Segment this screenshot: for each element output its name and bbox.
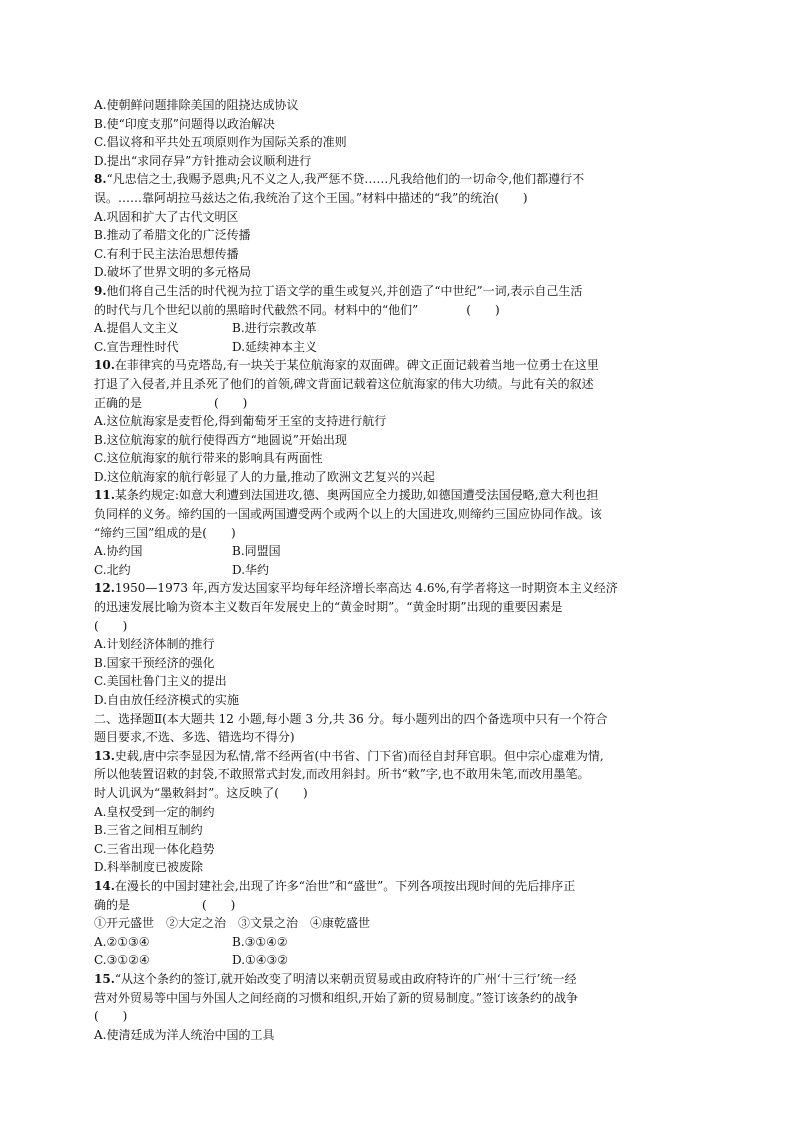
q14-items: ①开元盛世 ②大定之治 ③文景之治 ④康乾盛世 (94, 916, 371, 931)
q11-options-row-1 (94, 542, 714, 561)
q15-stem-line-2: 营对外贸易等中国与外国人之间经商的习惯和组织,开始了新的贸易制度。”签订该条约的战争 (94, 990, 578, 1005)
q9-option-b: B.进行宗教改革 (232, 321, 317, 336)
question-13 (94, 747, 714, 877)
q12-option-b: B.国家干预经济的强化 (94, 655, 215, 670)
q13-stem-line-1: 13.史载,唐中宗李显因为私情,常不经两省(中书省、门下省)而径自封拜官职。但中宗心虚难为情, (94, 748, 604, 763)
q13-option-b: B.三省之间相互制约 (94, 823, 203, 838)
section-2-header (94, 710, 714, 747)
q13-option-a: A.皇权受到一定的制约 (94, 804, 215, 819)
section-2-line-1: 二、选择题Ⅱ(本大题共 12 小题,每小题 3 分,共 36 分。每小题列出的四个备选项中只有一个符合 (94, 711, 608, 726)
q15-stem-line-3: ( ) (94, 1009, 128, 1024)
q14-option-d: D.①④③② (232, 953, 289, 968)
q8-stem-line-1: 8.“凡忠信之士,我赐予恩典;凡不义之人,我严惩不贷……凡我给他们的一切命令,他们都遵行不 (94, 172, 585, 187)
q15-stem-line-1: 15.“从这个条约的签订,就开始改变了明清以来朝贡贸易或由政府特许的广州‘十三行’统一经 (94, 971, 577, 986)
q11-options-row-2 (94, 561, 714, 580)
q9-stem-line-2: 的时代与几个世纪以前的黑暗时代截然不同。材料中的“他们” ( ) (94, 302, 500, 317)
q13-number: 13. (94, 748, 115, 763)
q12-option-a: A.计划经济体制的推行 (94, 637, 215, 652)
q14-option-c: C.③①②④ (94, 953, 150, 968)
q13-stem-line-3: 时人讥讽为“墨敕斜封”。这反映了( ) (94, 785, 308, 800)
q11-number: 11. (94, 488, 115, 503)
question-8 (94, 170, 714, 282)
q8-option-b: B.推动了希腊文化的广泛传播 (94, 228, 251, 243)
q14-stem-line-1: 14.在漫长的中国封建社会,出现了许多“治世”和“盛世”。下列各项按出现时间的先后排序正 (94, 878, 576, 893)
q12-stem-line-2: 的迅速发展比喻为资本主义数百年发展史上的“黄金时期”。“黄金时期”出现的重要因素是 (94, 600, 563, 615)
q10-stem-line-3: 正确的是 ( ) (94, 395, 248, 410)
q13-option-c: C.三省出现一体化趋势 (94, 841, 215, 856)
question-15 (94, 970, 714, 1044)
q12-option-c: C.美国杜鲁门主义的提出 (94, 674, 227, 689)
q10-option-a: A.这位航海家是麦哲伦,得到葡萄牙王室的支持进行航行 (94, 414, 387, 429)
q7-option-c: C.倡议将和平共处五项原则作为国际关系的准则 (94, 135, 347, 150)
question-10 (94, 356, 714, 486)
q7-option-d: D.提出“求同存异”方针推动会议顺利进行 (94, 153, 312, 168)
q11-stem-line-2: 负同样的义务。缔约国的一国或两国遭受两个或两个以上的大国进攻,则缔约三国应协同作战。该 (94, 507, 602, 522)
q11-option-b: B.同盟国 (232, 544, 281, 559)
q8-number: 8. (94, 172, 107, 187)
q11-option-a: A.协约国 (94, 544, 143, 559)
q11-stem-line-3: “缔约三国”组成的是( ) (94, 525, 236, 540)
q15-option-a: A.使清廷成为洋人统治中国的工具 (94, 1027, 275, 1042)
q10-stem-line-1: 10.在菲律宾的马克塔岛,有一块关于某位航海家的双面碑。碑文正面记载着当地一位勇士在这里 (94, 358, 599, 373)
q14-number: 14. (94, 878, 115, 893)
q11-stem-line-1: 11.某条约规定:如意大利遭到法国进攻,德、奥两国应全力援助,如德国遭受法国侵略,意大利也担 (94, 488, 599, 503)
q13-option-d: D.科举制度已被废除 (94, 860, 204, 875)
q8-option-c: C.有利于民主法治思想传播 (94, 246, 239, 261)
q10-option-c: C.这位航海家的航行带来的影响具有两面性 (94, 451, 323, 466)
q12-stem-line-3: ( ) (94, 618, 128, 633)
q9-number: 9. (94, 283, 107, 298)
q9-option-c: C.宣告理性时代 (94, 339, 179, 354)
question-14 (94, 877, 714, 970)
q14-stem-line-2: 确的是 ( ) (94, 897, 236, 912)
q8-option-a: A.巩固和扩大了古代文明区 (94, 209, 239, 224)
q10-number: 10. (94, 358, 115, 373)
q10-stem-line-2: 打退了入侵者,并且杀死了他们的首领,碑文背面记载着这位航海家的伟大功绩。与此有关的叙述 (94, 376, 594, 391)
q9-stem-line-1: 9.他们将自己生活的时代视为拉丁语文学的重生或复兴,并创造了“中世纪”一词,表示自己生活 (94, 283, 583, 298)
q8-stem-line-2: 误。……靠阿胡拉马兹达之佑,我统治了这个王国。”材料中描述的“我”的统治( ) (94, 190, 528, 205)
question-9 (94, 282, 714, 356)
q9-option-a: A.提倡人文主义 (94, 321, 179, 336)
q14-options-row-2 (94, 951, 714, 970)
q10-option-b: B.这位航海家的航行使得西方“地圆说”开始出现 (94, 432, 347, 447)
q15-number: 15. (94, 971, 115, 986)
q10-option-d: D.这位航海家的航行彰显了人的力量,推动了欧洲文艺复兴的兴起 (94, 469, 435, 484)
q14-option-a: A.②①③④ (94, 934, 150, 949)
q13-stem-line-2: 所以他装置诏敕的封袋,不敢照常式封发,而改用斜封。所书“敕”字,也不敢用朱笔,而改用墨笔。 (94, 767, 590, 782)
q14-options-row-1 (94, 933, 714, 952)
q9-options-row-1 (94, 319, 714, 338)
q9-option-d: D.延续神本主义 (232, 339, 318, 354)
exam-page (94, 96, 714, 1044)
q11-option-c: C.北约 (94, 562, 131, 577)
section-2-line-2: 题目要求,不选、多选、错选均不得分) (94, 730, 295, 745)
q8-option-d: D.破坏了世界文明的多元格局 (94, 265, 252, 280)
q9-options-row-2 (94, 338, 714, 357)
q14-option-b: B.③①④② (232, 934, 288, 949)
q7-option-b: B.使“印度支那”问题得以政治解决 (94, 116, 275, 131)
question-11 (94, 486, 714, 579)
q7-option-a: A.使朝鲜问题排除美国的阻挠达成协议 (94, 98, 299, 112)
q11-option-d: D.华约 (232, 562, 270, 577)
q12-option-d: D.自由放任经济模式的实施 (94, 693, 240, 707)
q12-stem-line-1: 12.1950—1973 年,西方发达国家平均每年经济增长率高达 4.6%,有学者将这一时期资本主义经济 (94, 581, 618, 596)
q7-options (94, 96, 714, 170)
question-12 (94, 579, 714, 709)
q12-number: 12. (94, 581, 115, 596)
